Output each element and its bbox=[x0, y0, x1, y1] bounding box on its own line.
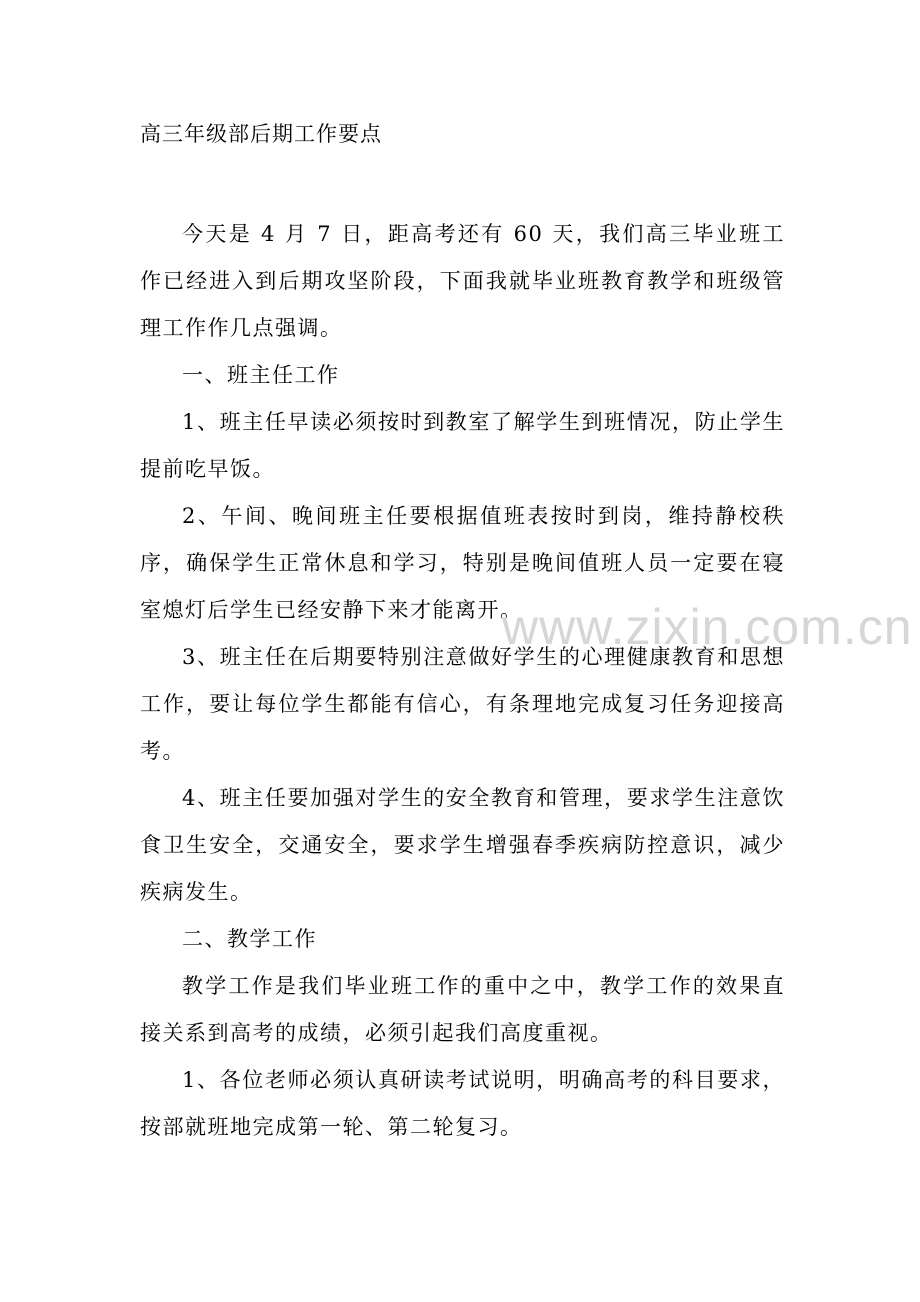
section-heading-headteacher: 一、班主任工作 bbox=[182, 363, 340, 387]
section-heading-teaching: 二、教学工作 bbox=[182, 927, 317, 951]
document-title: 高三年级部后期工作要点 bbox=[140, 122, 382, 146]
watermark: www.zixin.com.cn bbox=[502, 599, 913, 655]
list-item-mental-health: 3、班主任在后期要特别注意做好学生的心理健康教育和思想工作，要让每位学生都能有信心，有条理地完成复习任务迎接高考。 bbox=[140, 645, 785, 763]
paragraph-teaching-intro: 教学工作是我们毕业班工作的重中之中，教学工作的效果直接关系到高考的成绩，必须引起我们高度重视。 bbox=[140, 974, 785, 1045]
list-item-morning-reading: 1、班主任早读必须按时到教室了解学生到班情况，防止学生提前吃早饭。 bbox=[140, 410, 785, 481]
list-item-safety-education: 4、班主任要加强对学生的安全教育和管理，要求学生注意饮食卫生安全，交通安全，要求学生增强春季疾病防控意识，减少疾病发生。 bbox=[140, 786, 785, 904]
list-item-duty-schedule: 2、午间、晚间班主任要根据值班表按时到岗，维持静校秩序，确保学生正常休息和学习，特别是晚间值班人员一定要在寝室熄灯后学生已经安静下来才能离开。 bbox=[140, 504, 785, 622]
list-item-exam-study: 1、各位老师必须认真研读考试说明，明确高考的科目要求，按部就班地完成第一轮、第二轮复习。 bbox=[140, 1068, 785, 1139]
paragraph-intro: 今天是 4 月 7 日，距高考还有 60 天，我们高三毕业班工作已经进入到后期攻坚阶段，下面我就毕业班教育教学和班级管理工作作几点强调。 bbox=[140, 222, 785, 340]
document-body bbox=[140, 211, 785, 1151]
